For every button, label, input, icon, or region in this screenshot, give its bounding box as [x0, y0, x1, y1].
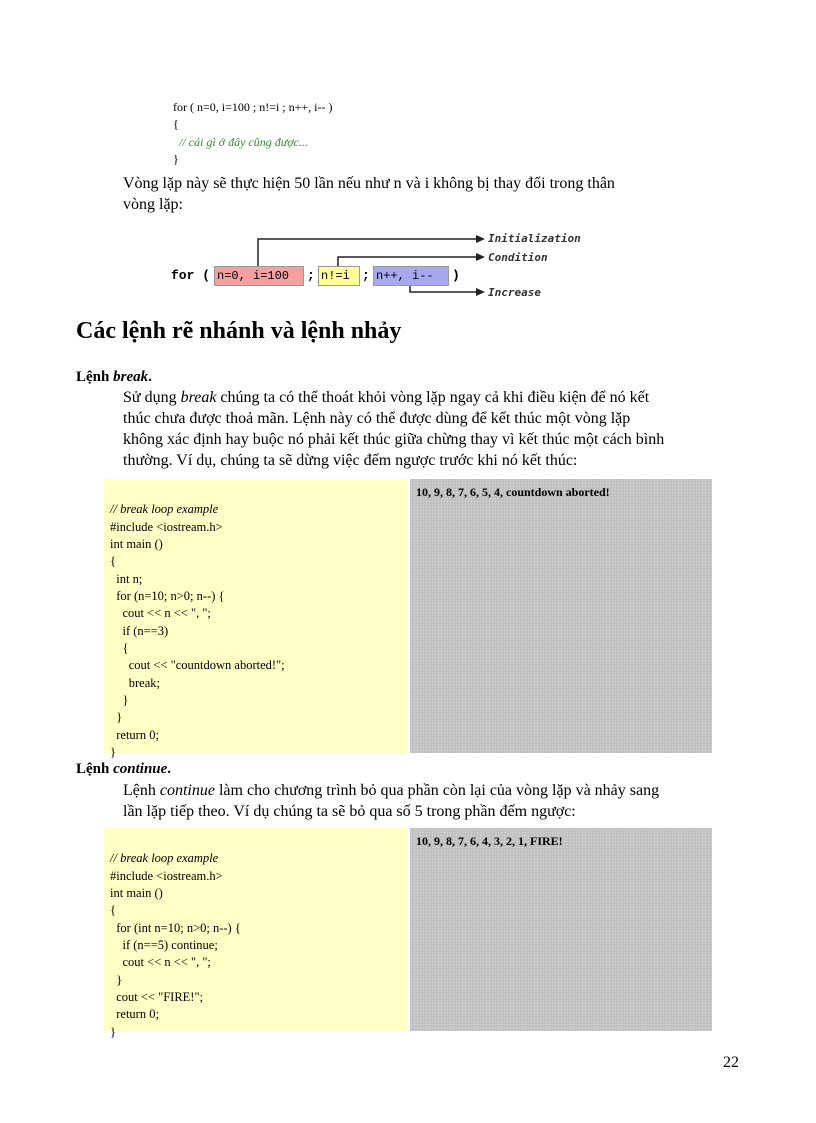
- diagram-arrows: [0, 0, 816, 310]
- continue-label-prefix: Lệnh: [76, 761, 114, 777]
- diagram-incr-segment: n++, i--: [373, 266, 449, 286]
- continue-code-line: {: [110, 903, 116, 918]
- continue-paragraph: [123, 780, 743, 822]
- init-arrow-line: [258, 239, 478, 266]
- break-code-line: }: [110, 693, 129, 708]
- break-code-line: int main (): [110, 537, 163, 552]
- top-code-line-1: for ( n=0, i=100 ; n!=i ; n++, i-- ): [173, 99, 333, 114]
- continue-code-box: [104, 828, 408, 1039]
- break-code-line: }: [110, 710, 123, 725]
- continue-code-line: #include <iostream.h>: [110, 868, 223, 883]
- continue-code-line: }: [110, 972, 123, 987]
- continue-code-line: int main (): [110, 886, 163, 901]
- cond-arrow-line: [338, 257, 478, 266]
- intro-line-2: vòng lặp:: [123, 196, 183, 213]
- break-para-line-4: thường. Ví dụ, chúng ta sẽ dừng việc đếm ngược trước khi nó kết thúc:: [123, 452, 578, 469]
- continue-code-line: if (n==5) continue;: [110, 938, 218, 953]
- continue-code-line: cout << "FIRE!";: [110, 990, 204, 1005]
- break-code-line: int n;: [110, 571, 143, 586]
- diagram-label-condition: Condition: [488, 251, 548, 264]
- break-code-line: {: [110, 641, 129, 656]
- diagram-cond-segment: n!=i: [318, 266, 360, 286]
- break-paragraph: [123, 387, 743, 471]
- continue-label-suffix: .: [167, 761, 172, 777]
- break-output-text: 10, 9, 8, 7, 6, 5, 4, countdown aborted!: [416, 485, 610, 499]
- top-code-line-2: {: [173, 117, 179, 131]
- continue-para-keyword: continue: [159, 782, 215, 799]
- break-code-box: [104, 479, 408, 760]
- continue-para-line-1: [123, 780, 743, 801]
- break-para-line-1-b: chúng ta có thể thoát khỏi vòng lặp ngay cả khi điều kiện để nó kết: [216, 389, 650, 406]
- diagram-label-increase: Increase: [488, 286, 541, 299]
- continue-code-comment: // break loop example: [110, 851, 219, 866]
- incr-arrow-head: [476, 288, 485, 296]
- section-heading: Các lệnh rẽ nhánh và lệnh nhảy: [76, 318, 402, 344]
- diagram-init-segment: n=0, i=100: [214, 266, 304, 286]
- break-code-line: cout << "countdown aborted!";: [110, 658, 285, 673]
- break-code-line: break;: [110, 675, 160, 690]
- incr-arrow-line: [410, 286, 478, 292]
- continue-code-line: cout << n << ", ";: [110, 955, 211, 970]
- intro-line-1: Vòng lặp này sẽ thực hiện 50 lần nếu như n và i không bị thay đổi trong thân: [123, 175, 615, 192]
- diagram-close-paren: ): [452, 268, 460, 283]
- break-code-comment: // break loop example: [110, 502, 219, 517]
- break-code-line: if (n==3): [110, 623, 169, 638]
- continue-code-line: return 0;: [110, 1007, 159, 1022]
- continue-label: [76, 761, 171, 778]
- break-code-line: for (n=10; n>0; n--) {: [110, 589, 225, 604]
- top-code-comment: // cái gì ở đây cũng được...: [173, 134, 308, 149]
- break-para-line-1: [123, 387, 743, 408]
- continue-code-line: }: [110, 1024, 116, 1039]
- page-number: 22: [723, 1054, 739, 1071]
- break-code-line: #include <iostream.h>: [110, 519, 223, 534]
- break-code-line: return 0;: [110, 727, 159, 742]
- break-code-line: cout << n << ", ";: [110, 606, 211, 621]
- continue-label-keyword: continue: [113, 761, 168, 777]
- break-label-keyword: break: [113, 369, 149, 385]
- break-label: [76, 369, 152, 386]
- continue-output-text: 10, 9, 8, 7, 6, 4, 3, 2, 1, FIRE!: [416, 834, 563, 848]
- diagram-for-keyword: for (: [171, 268, 211, 283]
- break-code-line: {: [110, 554, 116, 569]
- break-code-line: }: [110, 745, 116, 760]
- break-label-suffix: .: [148, 369, 152, 385]
- continue-para-line-2: lần lặp tiếp theo. Ví dụ chúng ta sẽ bỏ qua số 5 trong phần đếm ngược:: [123, 803, 576, 820]
- diagram-sep-1: ;: [307, 268, 315, 283]
- continue-output-box: [410, 828, 712, 1031]
- continue-para-line-1-b: làm cho chương trình bỏ qua phần còn lại của vòng lặp và nhảy sang: [214, 782, 660, 799]
- break-para-line-3: không xác định hay buộc nó phải kết thúc giữa chừng thay vì kết thúc một cách bình: [123, 431, 665, 448]
- diagram-label-initialization: Initialization: [488, 232, 581, 245]
- break-para-line-2: thúc chưa được thoả mãn. Lệnh này có thể được dùng để kết thúc một vòng lặp: [123, 410, 631, 427]
- init-arrow-head: [476, 235, 485, 243]
- break-para-line-1-a: Sử dụng: [123, 389, 181, 406]
- top-code-line-4: }: [173, 152, 179, 166]
- break-para-keyword: break: [180, 389, 217, 406]
- break-label-prefix: Lệnh: [76, 369, 114, 385]
- diagram-sep-2: ;: [362, 268, 370, 283]
- continue-para-line-1-a: Lệnh: [123, 782, 160, 799]
- continue-code-line: for (int n=10; n>0; n--) {: [110, 920, 241, 935]
- break-output-box: [410, 479, 712, 753]
- cond-arrow-head: [476, 253, 485, 261]
